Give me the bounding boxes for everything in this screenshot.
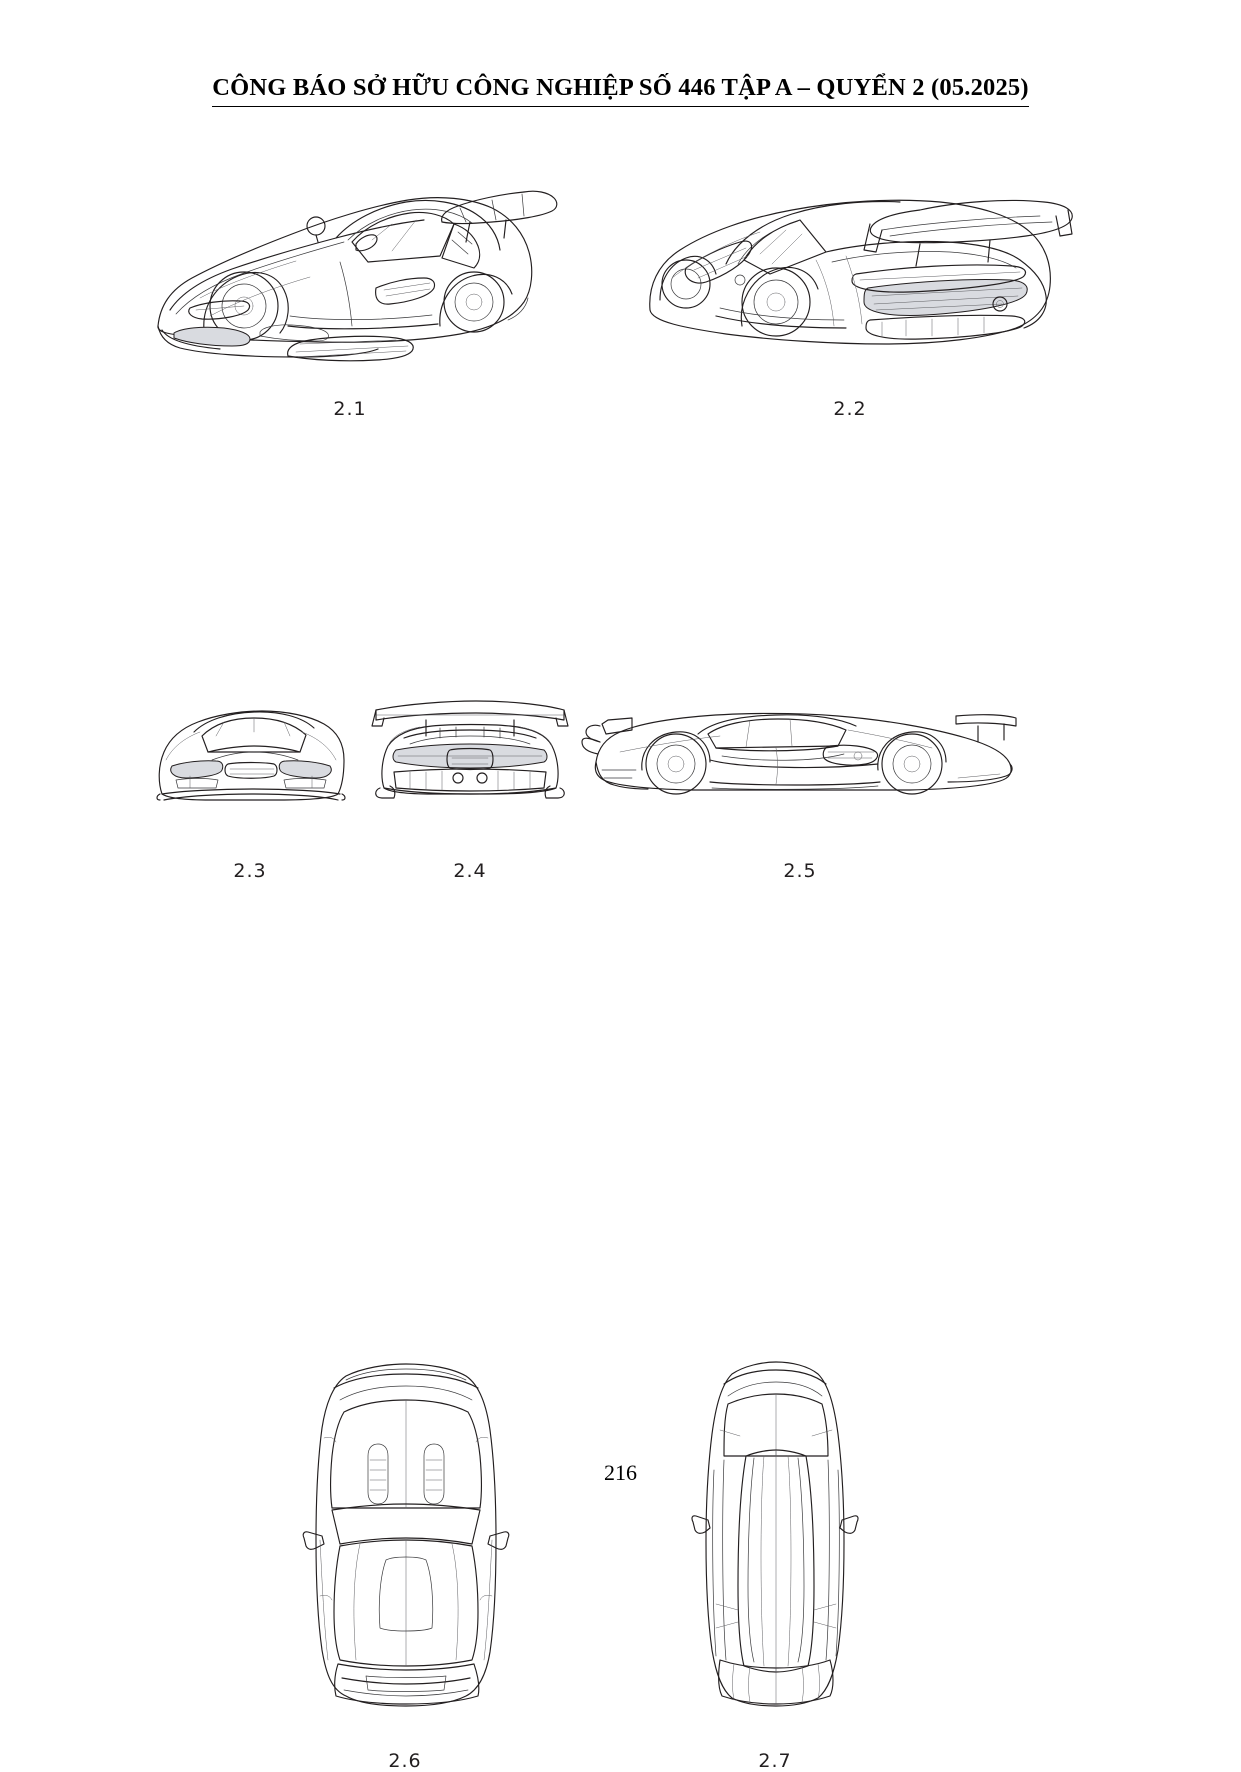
figure-caption-2-4: 2.4	[453, 860, 487, 882]
figure-caption-2-1: 2.1	[333, 398, 367, 420]
figure-caption-2-5: 2.5	[783, 860, 817, 882]
figure-caption-2-2: 2.2	[833, 398, 867, 420]
page-footer	[0, 1460, 1241, 1486]
figure-caption-2-6: 2.6	[388, 1750, 422, 1772]
drawing-front-perspective	[140, 130, 560, 390]
figure-2-6	[290, 1360, 520, 1772]
drawing-rear-elevation	[370, 680, 570, 810]
figure-2-4	[370, 680, 570, 882]
figure-2-3	[150, 690, 350, 882]
figure-row-1	[0, 130, 1241, 470]
figure-2-7	[690, 1360, 860, 1772]
drawing-bottom-plan	[690, 1360, 860, 1710]
figure-2-1	[140, 130, 560, 420]
page-number: 216	[604, 1460, 637, 1485]
figure-row-2	[0, 490, 1241, 882]
figure-caption-2-7: 2.7	[758, 1750, 792, 1772]
drawing-front-elevation	[150, 690, 350, 810]
figure-2-2	[620, 140, 1080, 420]
page-header	[0, 74, 1241, 107]
page-title: CÔNG BÁO SỞ HỮU CÔNG NGHIỆP SỐ 446 TẬP A – QUYỂN 2 (05.2025)	[212, 74, 1029, 107]
drawing-top-plan	[290, 1360, 520, 1710]
figure-2-5	[580, 690, 1020, 882]
figure-caption-2-3: 2.3	[233, 860, 267, 882]
drawing-side-elevation	[580, 690, 1020, 810]
drawing-rear-perspective	[620, 140, 1080, 390]
